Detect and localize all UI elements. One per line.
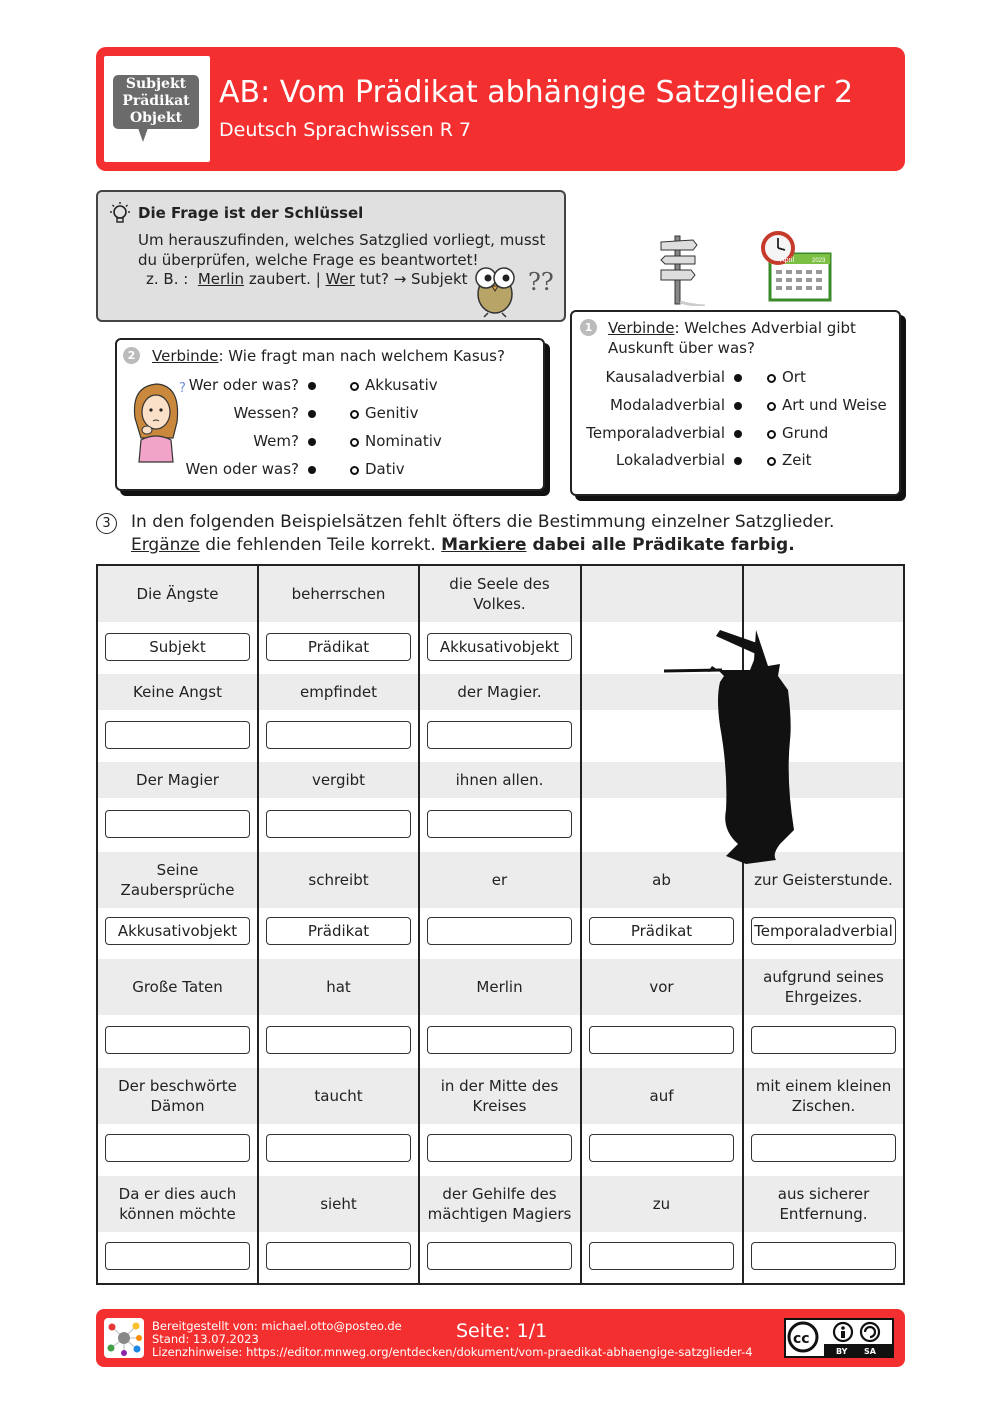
task-3-text-bold: dabei alle Prädikate farbig. bbox=[526, 535, 795, 555]
calendar-month: April bbox=[780, 257, 795, 264]
logo bbox=[104, 56, 210, 162]
hint-example bbox=[146, 270, 468, 288]
sentence-word: zur Geisterstunde. bbox=[754, 871, 893, 889]
task-3-verb-complete: Ergänze bbox=[131, 535, 200, 555]
answer-field[interactable] bbox=[266, 1242, 411, 1270]
mnweg-logo bbox=[104, 1318, 144, 1358]
sentence-word: Die Ängste bbox=[136, 585, 219, 603]
sentence-word: ab bbox=[652, 871, 671, 889]
task-3-text: die fehlenden Teile korrekt. bbox=[199, 535, 442, 555]
adverbial-type: Modaladverbial bbox=[609, 396, 725, 414]
page-title: AB: Vom Prädikat abhängige Satzglieder 2 bbox=[219, 75, 854, 110]
sentence-word: beherrschen bbox=[291, 585, 386, 603]
sentence-word: Keine Angst bbox=[133, 683, 222, 701]
logo-line: Objekt bbox=[129, 110, 183, 126]
answer-field[interactable] bbox=[427, 1134, 572, 1162]
task-1-title bbox=[608, 318, 878, 358]
kasus-answer: Nominativ bbox=[365, 432, 442, 450]
connect-dot-target[interactable] bbox=[767, 430, 776, 439]
answer-field[interactable] bbox=[751, 1134, 896, 1162]
hint-title: Die Frage ist der Schlüssel bbox=[138, 204, 364, 222]
answer-field[interactable] bbox=[589, 1134, 734, 1162]
task-2-question: : Wie fragt man nach welchem Kasus? bbox=[218, 347, 505, 365]
answer-field[interactable] bbox=[105, 1026, 250, 1054]
page-subtitle: Deutsch Sprachwissen R 7 bbox=[219, 119, 472, 141]
answer-field[interactable]: Prädikat bbox=[266, 917, 411, 945]
column-divider bbox=[257, 566, 259, 1283]
connect-dot[interactable] bbox=[734, 402, 742, 410]
answer-field[interactable]: Prädikat bbox=[266, 633, 411, 661]
task-number: 2 bbox=[123, 347, 140, 364]
answer-field[interactable] bbox=[105, 810, 250, 838]
footer bbox=[96, 1309, 905, 1367]
answer-field[interactable] bbox=[105, 1242, 250, 1270]
sentence-word: zu bbox=[652, 1195, 671, 1213]
answer-field[interactable]: Subjekt bbox=[105, 633, 250, 661]
adverbial-meaning: Art und Weise bbox=[782, 396, 887, 414]
task-number: 1 bbox=[580, 319, 597, 336]
sentence-table bbox=[96, 564, 905, 1285]
kasus-answer: Genitiv bbox=[365, 404, 419, 422]
adverbial-type: Kausaladverbial bbox=[605, 368, 725, 386]
kasus-question: Wen oder was? bbox=[185, 460, 299, 478]
connect-dot[interactable] bbox=[308, 410, 316, 418]
calendar-icon bbox=[758, 228, 836, 304]
answer-field[interactable] bbox=[751, 1242, 896, 1270]
column-divider bbox=[418, 566, 420, 1283]
answer-field[interactable] bbox=[266, 1134, 411, 1162]
connect-dot-target[interactable] bbox=[767, 402, 776, 411]
footer-license[interactable]: Lizenzhinweise: https://editor.mnweg.org/entdecken/dokument/vom-praedikat-abhaengige-satzglieder-4 bbox=[152, 1345, 753, 1359]
logo-line: Prädikat bbox=[122, 93, 190, 109]
header-banner bbox=[96, 47, 905, 171]
footer-date: Stand: 13.07.2023 bbox=[152, 1332, 259, 1346]
example-question-rest: tut? → Subjekt bbox=[359, 270, 468, 288]
sentence-word: aus sicherer Entfernung. bbox=[777, 1185, 870, 1223]
calendar-year: 2023 bbox=[812, 258, 826, 264]
example-prefix: z. B. : bbox=[146, 270, 189, 288]
sentence-word: taucht bbox=[314, 1087, 363, 1105]
adverbial-meaning: Ort bbox=[782, 368, 806, 386]
task-1-question: : Welches Adverbial gibt Auskunft über was? bbox=[608, 319, 856, 357]
lightbulb-icon bbox=[108, 201, 132, 227]
connect-dot-target[interactable] bbox=[767, 457, 776, 466]
sentence-word: Merlin bbox=[476, 978, 523, 996]
sentence-word: ihnen allen. bbox=[455, 771, 544, 789]
answer-field[interactable]: Temporaladverbial bbox=[751, 917, 896, 945]
answer-field[interactable] bbox=[266, 721, 411, 749]
sentence-word: hat bbox=[326, 978, 351, 996]
example-sentence-rest: zaubert. | bbox=[248, 270, 321, 288]
task-1-verb: Verbinde bbox=[608, 319, 675, 337]
girl-question-mark: ? bbox=[179, 381, 186, 396]
connect-dot-target[interactable] bbox=[350, 466, 359, 475]
answer-field[interactable] bbox=[589, 1026, 734, 1054]
connect-dot[interactable] bbox=[734, 430, 742, 438]
task-3-line-1: In den folgenden Beispielsätzen fehlt öfters die Bestimmung einzelner Satzglieder. bbox=[131, 512, 835, 532]
answer-field[interactable] bbox=[427, 721, 572, 749]
answer-field[interactable] bbox=[427, 1026, 572, 1054]
kasus-question: Wem? bbox=[253, 432, 299, 450]
answer-field[interactable] bbox=[589, 1242, 734, 1270]
logo-speech-bubble bbox=[113, 75, 199, 129]
cc-by-sa-icon bbox=[786, 1320, 892, 1356]
kasus-question: Wessen? bbox=[233, 404, 299, 422]
adverbial-type: Temporaladverbial bbox=[586, 424, 725, 442]
sentence-word: sieht bbox=[320, 1195, 357, 1213]
kasus-question: Wer oder was? bbox=[188, 376, 299, 394]
task-2-verb: Verbinde bbox=[152, 347, 219, 365]
adverbial-meaning: Grund bbox=[782, 424, 829, 442]
answer-field[interactable] bbox=[266, 810, 411, 838]
cc-sa-label: SA bbox=[864, 1347, 876, 1356]
sentence-word: vor bbox=[649, 978, 674, 996]
answer-field[interactable]: Akkusativobjekt bbox=[427, 633, 572, 661]
task-3-number: 3 bbox=[96, 513, 117, 534]
adverbial-meaning: Zeit bbox=[782, 451, 812, 469]
owl-icon bbox=[470, 262, 520, 318]
task-3-line-2 bbox=[131, 535, 795, 555]
sentence-word: der Magier. bbox=[457, 683, 542, 701]
sentence-word: er bbox=[491, 871, 508, 889]
connect-dot-target[interactable] bbox=[767, 374, 776, 383]
answer-field[interactable] bbox=[105, 1134, 250, 1162]
kasus-answer: Akkusativ bbox=[365, 376, 438, 394]
sentence-word: Der Magier bbox=[136, 771, 219, 789]
sentence-word: Der beschwörte Dämon bbox=[118, 1077, 237, 1115]
connect-dot[interactable] bbox=[734, 374, 742, 382]
answer-field[interactable] bbox=[427, 810, 572, 838]
task-2-box bbox=[115, 338, 545, 491]
sentence-word: auf bbox=[649, 1087, 674, 1105]
connect-dot-target[interactable] bbox=[350, 382, 359, 391]
kasus-answer: Dativ bbox=[365, 460, 405, 478]
connect-dot[interactable] bbox=[734, 457, 742, 465]
hint-text: Um herauszufinden, welches Satzglied vorliegt, musst du überprüfen, welche Frage es beantwortet! bbox=[138, 231, 546, 269]
sentence-word: der Gehilfe des mächtigen Magiers bbox=[427, 1185, 572, 1223]
connect-dot[interactable] bbox=[308, 466, 316, 474]
answer-field[interactable] bbox=[427, 917, 572, 945]
adverbial-type: Lokaladverbial bbox=[615, 451, 725, 469]
sentence-word: Große Taten bbox=[132, 978, 223, 996]
page-number: Seite: 1/1 bbox=[456, 1320, 548, 1342]
connect-dot-target[interactable] bbox=[350, 438, 359, 447]
sentence-word: vergibt bbox=[311, 771, 366, 789]
answer-field[interactable] bbox=[105, 721, 250, 749]
sentence-word: empfindet bbox=[300, 683, 377, 701]
connect-dot[interactable] bbox=[308, 438, 316, 446]
answer-field[interactable] bbox=[427, 1242, 572, 1270]
task-3-verb-mark: Markiere bbox=[441, 535, 527, 555]
sentence-word: in der Mitte des Kreises bbox=[440, 1077, 559, 1115]
task-2-title bbox=[152, 346, 505, 366]
signpost-icon bbox=[655, 232, 705, 306]
sentence-word: die Seele des Volkes. bbox=[449, 575, 550, 613]
svg-text:cc: cc bbox=[793, 1331, 810, 1347]
connect-dot[interactable] bbox=[308, 382, 316, 390]
sentence-word: schreibt bbox=[308, 871, 369, 889]
example-subject: Merlin bbox=[197, 270, 245, 288]
question-marks: ?? bbox=[528, 268, 554, 296]
hint-box bbox=[96, 190, 566, 322]
task-1-box bbox=[570, 310, 901, 496]
answer-field[interactable] bbox=[751, 1026, 896, 1054]
cc-license-badge bbox=[784, 1318, 894, 1358]
answer-field[interactable]: Prädikat bbox=[589, 917, 734, 945]
example-question-word: Wer bbox=[325, 270, 355, 288]
sentence-word: mit einem kleinen Zischen. bbox=[755, 1077, 892, 1115]
bubble-tail bbox=[138, 128, 148, 142]
sentence-word: Seine Zaubersprüche bbox=[120, 861, 235, 899]
logo-line: Subjekt bbox=[125, 76, 187, 92]
connect-dot-target[interactable] bbox=[350, 410, 359, 419]
network-logo-icon bbox=[104, 1318, 144, 1358]
cc-by-label: BY bbox=[836, 1347, 848, 1356]
sentence-word: Da er dies auch können möchte bbox=[118, 1185, 237, 1223]
answer-field[interactable] bbox=[266, 1026, 411, 1054]
girl-thinking-icon bbox=[127, 378, 187, 464]
sentence-word: aufgrund seines Ehrgeizes. bbox=[763, 968, 884, 1006]
footer-provided-by: Bereitgestellt von: michael.otto@posteo.de bbox=[152, 1319, 402, 1333]
wizard-silhouette-icon bbox=[660, 630, 805, 868]
answer-field[interactable]: Akkusativobjekt bbox=[105, 917, 250, 945]
column-divider bbox=[580, 566, 582, 1283]
